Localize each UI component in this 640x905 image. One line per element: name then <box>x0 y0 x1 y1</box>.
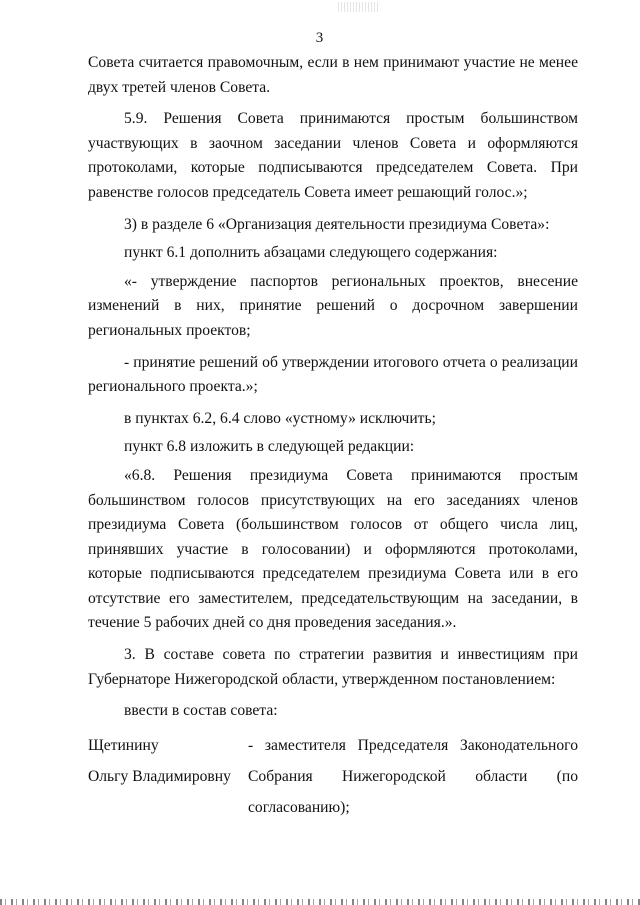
scan-artifact-top <box>338 2 378 12</box>
paragraph-5-9: 5.9. Решения Совета принимаются простым большинством участвующих в заочном заседании членов Совета и оформляются протоколами, которые подписываются председателем Совета. При равенстве голосов председатель Совета имеет решающий голос.»; <box>88 110 578 201</box>
member-name <box>88 730 248 823</box>
paragraph-add-members: ввести в состав совета: <box>124 702 278 720</box>
paragraph-6-1-item-1: «- утверждение паспортов региональных проектов, внесение изменений в них, принятие решений о досрочном завершении региональных проектов; <box>88 272 578 339</box>
paragraph-6-8: «6.8. Решения президиума Совета принимаются простым большинством голосов присутствующих на его заседаниях членов президиума Совета (большинством голосов от общего числа лиц, принявших участие в голосовании) и оформляются протоколами, которые подписываются председателем президиума Совета или в его отсутствие его заместителем, председательствующим на заседании, в течение 5 рабочих дней со дня проведения заседания.». <box>88 466 578 632</box>
paragraph-6-2-6-4: в пунктах 6.2, 6.4 слово «устному» исключить; <box>124 409 436 427</box>
paragraph-6-1-item-2: - принятие решений об утверждении итогового отчета о реализации регионального проекта.»; <box>88 353 578 396</box>
paragraph-6-1-intro: пункт 6.1 дополнить абзацами следующего содержания: <box>124 244 498 262</box>
paragraph-section-6: 3) в разделе 6 «Организация деятельности президиума Совета»: <box>124 215 550 233</box>
member-role: - заместителя Председателя Законодательного Собрания Нижегородской области (по согласованию); <box>248 736 578 816</box>
document-body <box>88 51 578 823</box>
paragraph-6-8-intro: пункт 6.8 изложить в следующей редакции: <box>124 438 415 456</box>
paragraph-item-3: 3. В составе совета по стратегии развития и инвестициям при Губернаторе Нижегородской области, утвержденном постановлением: <box>88 646 578 688</box>
member-surname: Щетинину <box>88 736 159 754</box>
member-entry <box>88 730 578 823</box>
paragraph-quorum-continued: Совета считается правомочным, если в нем принимают участие не менее двух третей членов Совета. <box>88 54 578 96</box>
scan-artifact-bottom <box>0 899 640 905</box>
member-given-names: Ольгу Владимировну <box>88 767 231 785</box>
page-number: 3 <box>315 30 325 46</box>
